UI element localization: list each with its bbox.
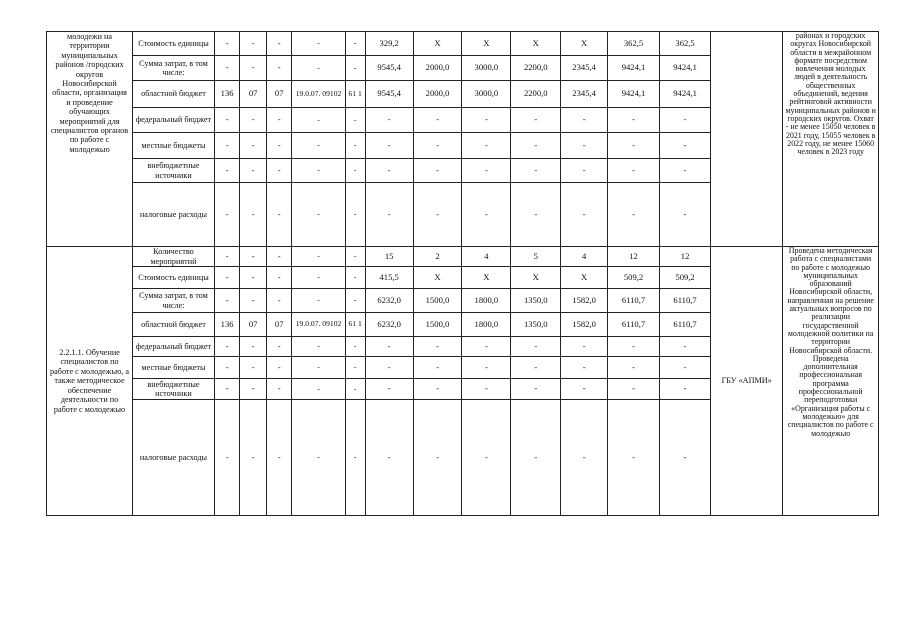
executor-cell (711, 32, 783, 247)
table-cell-c2: - (240, 289, 267, 313)
table-cell-c5: - (345, 379, 365, 400)
table-cell-c4: - (292, 133, 345, 159)
table-cell-c4: - (292, 289, 345, 313)
table-cell-v5: 2345,4 (561, 81, 608, 108)
table-cell-c2: - (240, 32, 267, 56)
table-cell-c5: - (345, 267, 365, 289)
table-cell-c3: - (266, 267, 292, 289)
table-cell-v7: 362,5 (660, 32, 711, 56)
table-cell-c4: - (292, 267, 345, 289)
table-cell-v1: 6232,0 (365, 289, 413, 313)
table-cell-c4: - (292, 247, 345, 267)
table-cell-v6: - (608, 379, 660, 400)
table-cell-c1: - (214, 400, 240, 516)
table-cell-c4: 19.0.07. 09102 (292, 313, 345, 337)
table-cell-c4: - (292, 379, 345, 400)
table-cell-v5: - (561, 400, 608, 516)
row-label: внебюджетные источники (133, 159, 215, 183)
table-cell-c1: - (214, 267, 240, 289)
table-cell-v4: - (511, 357, 561, 379)
table-cell-v6: - (608, 357, 660, 379)
table-cell-v7: - (660, 108, 711, 133)
table-cell-v4: 1350,0 (511, 313, 561, 337)
table-cell-v5: 1582,0 (561, 313, 608, 337)
table-cell-v3: 3000,0 (462, 56, 511, 81)
table-cell-c3: - (266, 183, 292, 247)
table-cell-v3: - (462, 379, 511, 400)
row-label: Стоимость единицы (133, 267, 215, 289)
table-cell-c1: - (214, 337, 240, 357)
table-cell-v7: - (660, 379, 711, 400)
event-name-cell: 2.2.1.1. Обучение специалистов по работе с молодежью, а также методическое обеспечение деятельности по работе с молодежью (47, 247, 133, 516)
table-cell-c4: - (292, 108, 345, 133)
table-cell-v1: - (365, 337, 413, 357)
table-cell-v5: 4 (561, 247, 608, 267)
table-cell-c2: 07 (240, 313, 267, 337)
table-cell-v1: 15 (365, 247, 413, 267)
table-cell-v5: X (561, 32, 608, 56)
table-cell-c2: - (240, 379, 267, 400)
table-cell-v5: X (561, 267, 608, 289)
table-cell-v1: 9545,4 (365, 56, 413, 81)
table-cell-v2: - (413, 108, 462, 133)
table-cell-c1: 136 (214, 81, 240, 108)
table-cell-v3: X (462, 32, 511, 56)
table-cell-c4: - (292, 337, 345, 357)
table-cell-c1: - (214, 108, 240, 133)
table-cell-c5: - (345, 247, 365, 267)
table-cell-c1: - (214, 289, 240, 313)
table-cell-c1: - (214, 133, 240, 159)
executor-cell: ГБУ «АПМИ» (711, 247, 783, 516)
table-cell-v3: X (462, 267, 511, 289)
event-name-cell: молодежи на территории муниципальных районов /городских округов Новосибирской области, организация и проведение обучающих мероприятий для специалистов органов по работе с молодежью (47, 32, 133, 247)
table-cell-v1: - (365, 400, 413, 516)
table-cell-v7: - (660, 183, 711, 247)
table-cell-v4: 2200,0 (511, 56, 561, 81)
table-cell-v5: - (561, 379, 608, 400)
table-row (47, 32, 879, 56)
table-cell-v5: - (561, 357, 608, 379)
table-cell-c1: - (214, 357, 240, 379)
table-cell-c5: - (345, 159, 365, 183)
row-label: Сумма затрат, в том числе: (133, 289, 215, 313)
table-cell-c5: 61 1 (345, 313, 365, 337)
table-cell-c4: - (292, 400, 345, 516)
table-cell-c3: - (266, 133, 292, 159)
table-cell-c1: - (214, 183, 240, 247)
table-cell-v5: - (561, 159, 608, 183)
table-cell-v2: - (413, 133, 462, 159)
table-cell-v7: - (660, 133, 711, 159)
table-cell-v7: - (660, 357, 711, 379)
row-label: Сумма затрат, в том числе: (133, 56, 215, 81)
table-cell-v1: 9545,4 (365, 81, 413, 108)
table-cell-v3: 3000,0 (462, 81, 511, 108)
row-label: Стоимость единицы (133, 32, 215, 56)
table-cell-v7: 9424,1 (660, 56, 711, 81)
table-cell-v6: - (608, 159, 660, 183)
table-cell-c2: - (240, 400, 267, 516)
table-cell-v6: - (608, 400, 660, 516)
table-cell-v6: - (608, 183, 660, 247)
table-cell-v4: X (511, 32, 561, 56)
table-cell-v4: 1350,0 (511, 289, 561, 313)
table-cell-v4: - (511, 133, 561, 159)
table-cell-c2: - (240, 133, 267, 159)
table-cell-v4: - (511, 159, 561, 183)
table-row (47, 247, 879, 267)
table-cell-v3: - (462, 183, 511, 247)
table-cell-v2: - (413, 400, 462, 516)
table-cell-v6: 9424,1 (608, 56, 660, 81)
table-cell-c4: - (292, 56, 345, 81)
table-cell-v4: 2200,0 (511, 81, 561, 108)
table-cell-c5: - (345, 32, 365, 56)
table-cell-v1: 6232,0 (365, 313, 413, 337)
budget-table (46, 31, 879, 516)
table-cell-c3: - (266, 56, 292, 81)
table-cell-v3: - (462, 337, 511, 357)
table-cell-v7: 6110,7 (660, 289, 711, 313)
result-description-cell: Проведена методическая работа с специалистами по работе с молодежью муниципальных образований Новосибирской области, направленная на решение актуальных вопросов по реализации государственной молодежной политики на территории Новосибирской области. Проведена дополнительная профессиональная программа профессиональной переподготовки «Организация работы с молодежью» для специалистов по работе с молодежью (783, 247, 879, 516)
table-cell-v6: - (608, 133, 660, 159)
table-cell-c3: 07 (266, 313, 292, 337)
table-cell-c5: - (345, 337, 365, 357)
table-cell-v2: - (413, 159, 462, 183)
table-cell-c5: - (345, 56, 365, 81)
table-cell-v2: - (413, 379, 462, 400)
table-cell-c2: - (240, 183, 267, 247)
table-cell-v2: 1500,0 (413, 313, 462, 337)
table-cell-v2: - (413, 337, 462, 357)
row-label: областной бюджет (133, 81, 215, 108)
table-cell-c2: - (240, 357, 267, 379)
table-cell-c2: - (240, 108, 267, 133)
table-cell-v1: - (365, 357, 413, 379)
table-cell-c1: - (214, 32, 240, 56)
table-cell-v5: 2345,4 (561, 56, 608, 81)
table-cell-v7: 9424,1 (660, 81, 711, 108)
table-cell-v3: - (462, 133, 511, 159)
table-cell-c5: - (345, 183, 365, 247)
table-cell-c2: - (240, 159, 267, 183)
row-label: налоговые расходы (133, 400, 215, 516)
table-cell-c1: 136 (214, 313, 240, 337)
row-label: местные бюджеты (133, 133, 215, 159)
table-cell-v2: - (413, 357, 462, 379)
table-cell-v1: - (365, 133, 413, 159)
table-cell-c5: - (345, 357, 365, 379)
row-label: внебюджетные источники (133, 379, 215, 400)
row-label: местные бюджеты (133, 357, 215, 379)
table-cell-c5: - (345, 289, 365, 313)
table-cell-c3: - (266, 379, 292, 400)
row-label: федеральный бюджет (133, 337, 215, 357)
table-cell-c3: - (266, 108, 292, 133)
table-cell-v1: - (365, 379, 413, 400)
table-cell-v5: - (561, 183, 608, 247)
table-cell-v7: 12 (660, 247, 711, 267)
table-cell-v3: 1800,0 (462, 289, 511, 313)
table-cell-v6: 6110,7 (608, 289, 660, 313)
row-label: налоговые расходы (133, 183, 215, 247)
table-cell-v1: - (365, 183, 413, 247)
table-cell-c1: - (214, 379, 240, 400)
table-cell-v5: 1582,0 (561, 289, 608, 313)
table-cell-c1: - (214, 56, 240, 81)
table-cell-c2: - (240, 247, 267, 267)
table-cell-v4: - (511, 379, 561, 400)
row-label: федеральный бюджет (133, 108, 215, 133)
row-label: областной бюджет (133, 313, 215, 337)
result-description-cell: районах и городских округах Новосибирской области в межрайонном формате посредством вовлечения молодых людей в деятельность общественных объединений, ведения рейтинговой активности муниципальных районов и городских округов. Охват - не менее 15050 человек в 2021 году, 15055 человек в 2022 году, не менее 15060 человек в 2023 году (783, 32, 879, 247)
table-cell-v4: - (511, 108, 561, 133)
table-cell-c3: - (266, 32, 292, 56)
table-cell-c5: - (345, 400, 365, 516)
table-cell-v2: 2000,0 (413, 81, 462, 108)
table-cell-v4: X (511, 267, 561, 289)
table-cell-v5: - (561, 337, 608, 357)
table-cell-v5: - (561, 108, 608, 133)
table-cell-v2: X (413, 32, 462, 56)
table-cell-v7: - (660, 337, 711, 357)
table-cell-v3: 1800,0 (462, 313, 511, 337)
table-cell-v4: - (511, 183, 561, 247)
table-cell-v7: - (660, 159, 711, 183)
table-cell-c3: - (266, 400, 292, 516)
table-cell-v2: 2 (413, 247, 462, 267)
table-cell-c2: - (240, 337, 267, 357)
table-cell-c4: - (292, 357, 345, 379)
table-cell-c3: - (266, 159, 292, 183)
table-cell-c5: - (345, 108, 365, 133)
table-cell-c4: 19.0.07. 09102 (292, 81, 345, 108)
table-cell-v2: 2000,0 (413, 56, 462, 81)
table-cell-v3: - (462, 108, 511, 133)
table-cell-c4: - (292, 159, 345, 183)
row-label: Количество мероприятий (133, 247, 215, 267)
table-cell-c2: 07 (240, 81, 267, 108)
table-cell-c3: - (266, 337, 292, 357)
table-cell-v3: - (462, 159, 511, 183)
table-cell-v4: 5 (511, 247, 561, 267)
table-cell-v5: - (561, 133, 608, 159)
table-cell-c2: - (240, 267, 267, 289)
table-cell-v3: 4 (462, 247, 511, 267)
table-cell-v4: - (511, 337, 561, 357)
table-cell-v2: X (413, 267, 462, 289)
table-cell-c3: - (266, 247, 292, 267)
table-cell-c3: - (266, 289, 292, 313)
table-cell-c1: - (214, 247, 240, 267)
table-cell-v3: - (462, 357, 511, 379)
table-cell-v1: 415,5 (365, 267, 413, 289)
table-cell-v6: 6110,7 (608, 313, 660, 337)
table-cell-v6: - (608, 108, 660, 133)
table-cell-v7: - (660, 400, 711, 516)
table-cell-c2: - (240, 56, 267, 81)
table-cell-v2: - (413, 183, 462, 247)
table-cell-v4: - (511, 400, 561, 516)
table-cell-c5: - (345, 133, 365, 159)
table-cell-v2: 1500,0 (413, 289, 462, 313)
table-cell-c5: 61 1 (345, 81, 365, 108)
table-cell-v3: - (462, 400, 511, 516)
table-cell-v6: 509,2 (608, 267, 660, 289)
table-cell-v1: - (365, 108, 413, 133)
table-cell-c4: - (292, 32, 345, 56)
table-cell-c3: 07 (266, 81, 292, 108)
table-cell-v7: 6110,7 (660, 313, 711, 337)
table-cell-c1: - (214, 159, 240, 183)
table-cell-v6: 12 (608, 247, 660, 267)
table-cell-v6: 362,5 (608, 32, 660, 56)
table-cell-v1: 329,2 (365, 32, 413, 56)
table-cell-c3: - (266, 357, 292, 379)
table-cell-v6: - (608, 337, 660, 357)
table-cell-c4: - (292, 183, 345, 247)
table-cell-v1: - (365, 159, 413, 183)
table-cell-v7: 509,2 (660, 267, 711, 289)
table-cell-v6: 9424,1 (608, 81, 660, 108)
